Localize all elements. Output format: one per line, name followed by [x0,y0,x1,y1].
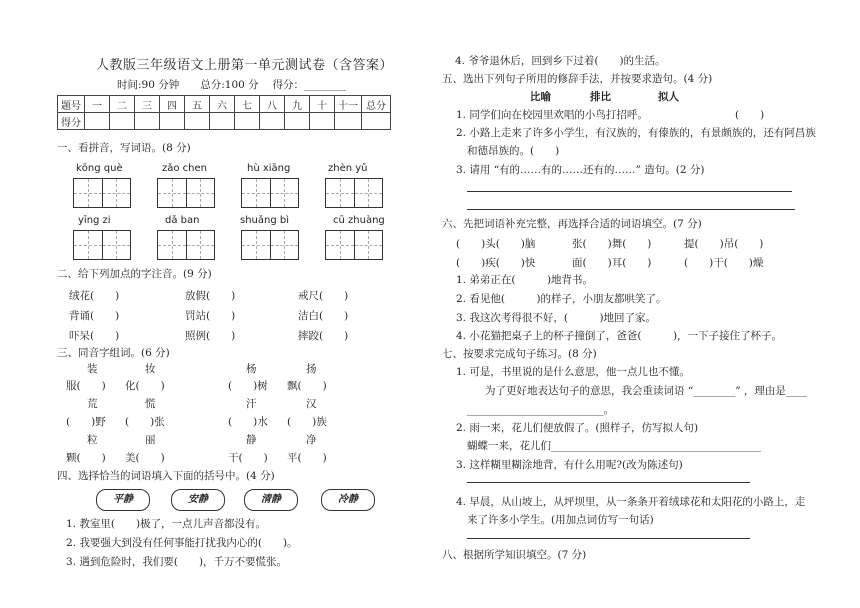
question-item: 1. 同学们向在校园里欢唱的小鸟打招呼。 [456,109,648,121]
score-table-header-row [58,96,391,113]
table-cell: 总分 [362,96,391,113]
pinyin-label: yīng zi [78,215,111,226]
fill-item[interactable]: ( )野 [66,416,106,428]
fill-item[interactable]: ( )族 [287,416,327,428]
table-cell: 九 [285,96,310,113]
rhetoric-option: 比喻 [530,91,551,103]
score-cell[interactable] [185,113,210,130]
fill-item[interactable]: 颗( ) [66,452,106,464]
section-heading: 七、按要求完成句子练习。(8 分) [442,348,597,360]
rhetoric-option: 排比 [590,91,611,103]
fill-item[interactable]: 平( ) [287,452,327,464]
homophone-char: 装 [87,363,98,375]
pinyin-label: zǎo chen [162,163,207,174]
answer-line[interactable] [467,482,750,483]
idiom-item[interactable]: 提( )吊( ) [684,238,764,250]
score-cell[interactable] [362,113,391,130]
score-cell[interactable] [285,113,310,130]
homophone-char: 丽 [145,434,156,446]
fill-item[interactable]: 化( ) [125,380,165,392]
question-item: 1. 弟弟正在( )地背书。 [456,274,594,286]
homophone-char: 粒 [87,434,98,446]
question-item: 2. 看见他( )的样子，小朋友都哄笑了。 [456,293,667,305]
word-choice-冷静[interactable]: 冷静 [321,489,375,511]
answer-line[interactable] [467,538,750,539]
score-cell[interactable] [210,113,235,130]
table-cell: 四 [160,96,185,113]
fill-item[interactable]: 服( ) [66,380,106,392]
idiom-item[interactable]: ( )干( )燥 [684,257,764,269]
phonetic-item[interactable]: 背诵( ) [69,310,120,322]
question-item: 3. 遇到危险时，我们要( )，千万不要慌张。 [66,556,288,568]
section-heading: 三、同音字组词。(6 分) [57,347,170,359]
question-item: 3. 请用 “有的……有的……还有的……” 造句。(2 分) [456,164,705,176]
exam-meta: 时间:90 分钟 总分:100 分 得分：________ [117,79,346,91]
homophone-char: 汉 [306,398,317,410]
homophone-char: 汗 [246,398,257,410]
table-cell: 二 [110,96,135,113]
fill-item[interactable]: ( )水 [228,416,268,428]
question-item: 3. 这样糊里糊涂地背，有什么用呢?(改为陈述句) [456,459,683,471]
score-cell[interactable] [260,113,285,130]
phonetic-item[interactable]: 摔跤( ) [298,330,349,342]
section-heading: 二、给下列加点的字注音。(9 分) [57,268,212,280]
table-cell: 题号 [58,96,85,113]
pinyin-label: zhèn yǔ [328,163,368,174]
homophone-char: 妆 [145,363,156,375]
score-cell[interactable] [235,113,260,130]
fill-item[interactable]: 飘( ) [287,380,327,392]
phonetic-item[interactable]: 戒尺( ) [298,290,349,302]
idiom-item[interactable]: 面( )耳( ) [572,257,652,269]
homophone-char: 净 [306,434,317,446]
score-cell[interactable] [85,113,110,130]
table-cell: 十 [310,96,335,113]
phonetic-item[interactable]: 吓呆( ) [69,330,120,342]
pinyin-label: kōng què [76,163,123,174]
table-cell: 十一 [335,96,362,113]
score-table-score-row [58,113,391,130]
idiom-item[interactable]: ( )头( )脑 [456,238,536,250]
phonetic-item[interactable]: 绒花( ) [69,290,120,302]
phonetic-item[interactable]: 照例( ) [185,330,236,342]
idiom-item[interactable]: 张( )舞( ) [572,238,652,250]
table-cell: 三 [135,96,160,113]
pinyin-label: dǎ ban [165,215,200,226]
writing-box[interactable] [325,230,383,260]
question-item: 4. 小花猫把桌子上的杯子撞倒了，爸爸( )，一下子接住了杯子。 [456,330,783,342]
question-item: __________________________。 [467,404,614,416]
fill-item[interactable]: 干( ) [228,452,268,464]
score-cell[interactable] [110,113,135,130]
section-heading: 五、选出下列句子所用的修辞手法，并按要求造句。(4 分) [442,73,713,85]
question-item: 3. 我这次考得很不好，( )地回了家。 [456,312,657,324]
score-cell[interactable] [335,113,362,130]
answer-line[interactable] [467,209,795,210]
table-cell: 八 [260,96,285,113]
writing-box[interactable] [73,178,131,208]
phonetic-item[interactable]: 放假( ) [185,290,236,302]
answer-blank[interactable]: ( ) [735,109,765,121]
word-choice-平静[interactable]: 平静 [96,489,150,511]
question-item: 2. 雨一来，花儿们便放假了。(照样子，仿写拟人句) [456,422,699,434]
pinyin-label: hù xiāng [247,163,291,174]
question-item: 2. 我要强大到没有任何事能打扰我内心的( )。 [66,537,298,549]
question-item: 为了更好地表达句子的意思，我会重读词语 “________” ，理由是____ [485,385,807,397]
pinyin-label: cū zhuàng [333,215,385,226]
writing-box[interactable] [241,178,299,208]
writing-box[interactable] [241,230,299,260]
writing-box[interactable] [325,178,383,208]
writing-box[interactable] [157,230,215,260]
section-heading: 一、看拼音，写词语。(8 分) [57,142,191,154]
question-item: 1. 教室里( )极了，一点儿声音都没有。 [66,518,267,530]
score-cell[interactable] [160,113,185,130]
section-heading: 六、先把词语补充完整，再选择合适的词语填空。(7 分) [442,218,702,230]
phonetic-item[interactable]: 洁白( ) [298,310,349,322]
homophone-char: 荒 [87,398,98,410]
question-item: 2. 小路上走来了许多小学生，有汉族的，有傣族的，有景颇族的，还有阿昌族 [456,127,816,139]
question-item: 4. 爷爷退休后，回到乡下过着( )的生活。 [455,55,666,67]
score-table [57,95,391,130]
fill-item[interactable]: ( )树 [228,380,268,392]
answer-line[interactable] [467,191,792,192]
section-heading: 四、选择恰当的词语填入下面的括号中。(4 分) [57,470,275,482]
homophone-char: 慌 [145,398,156,410]
homophone-char: 扬 [306,363,317,375]
fill-item[interactable]: ( )张 [125,416,165,428]
question-item: 4. 早晨，从山坡上，从坪坝里，从一条条开着绒球花和太阳花的小路上，走 [456,496,806,508]
word-choice-清静[interactable]: 清静 [244,489,298,511]
homophone-char: 杨 [246,363,257,375]
question-item: 1. 可是，书里说的是什么意思，他一点儿也不懂。 [456,366,690,378]
page-title: 人教版三年级语文上册第一单元测试卷（含答案） [96,58,394,73]
word-choice-安静[interactable]: 安静 [171,489,225,511]
writing-box[interactable] [73,230,131,260]
question-item: 和德昂族的。( ) [467,145,560,157]
pinyin-label: shuǎng bì [240,215,290,226]
table-cell: 得分 [58,113,85,130]
section-heading: 八、根据所学知识填空。(7 分) [442,549,587,561]
table-cell: 七 [235,96,260,113]
table-cell: 五 [185,96,210,113]
homophone-char: 静 [246,434,257,446]
phonetic-item[interactable]: 罚站( ) [185,310,236,322]
table-cell: 六 [210,96,235,113]
idiom-item[interactable]: ( )疾( )快 [456,257,536,269]
writing-box[interactable] [157,178,215,208]
question-item: 蝴蝶一来，花儿们________________________________________ [467,440,761,452]
score-cell[interactable] [135,113,160,130]
fill-item[interactable]: 美( ) [125,452,165,464]
question-item: 来了许多小学生。(用加点词仿写一句话) [467,514,654,526]
score-cell[interactable] [310,113,335,130]
rhetoric-option: 拟人 [658,91,679,103]
table-cell: 一 [85,96,110,113]
